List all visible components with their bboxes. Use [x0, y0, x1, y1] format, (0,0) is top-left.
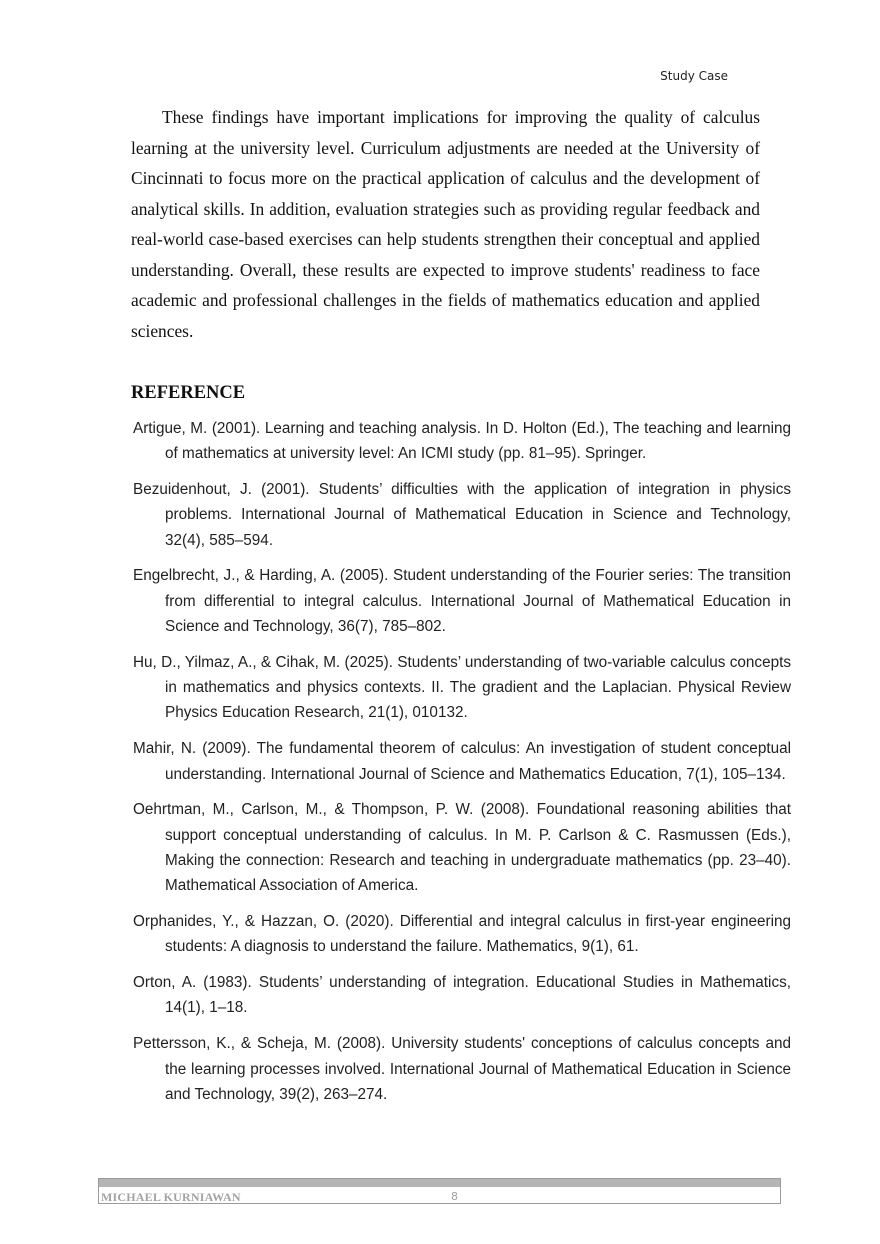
reference-item: Engelbrecht, J., & Harding, A. (2005). Student understanding of the Fourier series: The transition from differential to integral calculus. International Journal of Mathematical Education in Science and Technology, 36(7), 785–802.	[133, 567, 791, 636]
reference-item: Mahir, N. (2009). The fundamental theorem of calculus: An investigation of student conceptual understanding. International Journal of Science and Mathematics Education, 7(1), 105–134.	[133, 740, 791, 783]
references-heading: REFERENCE	[131, 383, 246, 403]
running-head: Study Case	[660, 69, 728, 83]
reference-item: Orton, A. (1983). Students’ understanding of integration. Educational Studies in Mathematics, 14(1), 1–18.	[133, 974, 791, 1017]
body-paragraph: These findings have important implications for improving the quality of calculus learning at the university level. Curriculum adjustments are needed at the University of Cincinnati to focus more on the practical application of calculus and the development of analytical skills. In addition, evaluation strategies such as providing regular feedback and real-world case-based exercises can help students strengthen their conceptual and applied understanding. Overall, these results are expected to improve students' readiness to face academic and professional challenges in the fields of mathematics education and applied sciences.	[131, 107, 760, 341]
reference-item: Hu, D., Yilmaz, A., & Cihak, M. (2025). Students’ understanding of two-variable calculus concepts in mathematics and physics contexts. II. The gradient and the Laplacian. Physical Review Physics Education Research, 21(1), 010132.	[133, 653, 791, 722]
reference-item: Bezuidenhout, J. (2001). Students’ difficulties with the application of integration in physics problems. International Journal of Mathematical Education in Science and Technology, 32(4), 585–594.	[133, 481, 791, 549]
page-footer	[98, 1178, 781, 1204]
footer-author: MICHAEL KURNIAWAN	[101, 1190, 241, 1204]
reference-item: Orphanides, Y., & Hazzan, O. (2020). Differential and integral calculus in first-year engineering students: A diagnosis to understand the failure. Mathematics, 9(1), 61.	[133, 913, 791, 956]
reference-item: Pettersson, K., & Scheja, M. (2008). University students' conceptions of calculus concepts and the learning processes involved. International Journal of Mathematical Education in Science and Technology, 39(2), 263–274.	[133, 1035, 791, 1103]
footer-bar	[99, 1179, 780, 1187]
reference-item: Artigue, M. (2001). Learning and teaching analysis. In D. Holton (Ed.), The teaching and learning of mathematics at university level: An ICMI study (pp. 81–95). Springer.	[133, 420, 791, 463]
reference-list	[133, 416, 791, 1118]
footer-page-number: 8	[451, 1190, 458, 1203]
reference-item: Oehrtman, M., Carlson, M., & Thompson, P. W. (2008). Foundational reasoning abilities that support conceptual understanding of calculus. In M. P. Carlson & C. Rasmussen (Eds.), Making the connection: Research and teaching in undergraduate mathematics (pp. 23–40). Mathematical Association of America.	[133, 801, 791, 895]
